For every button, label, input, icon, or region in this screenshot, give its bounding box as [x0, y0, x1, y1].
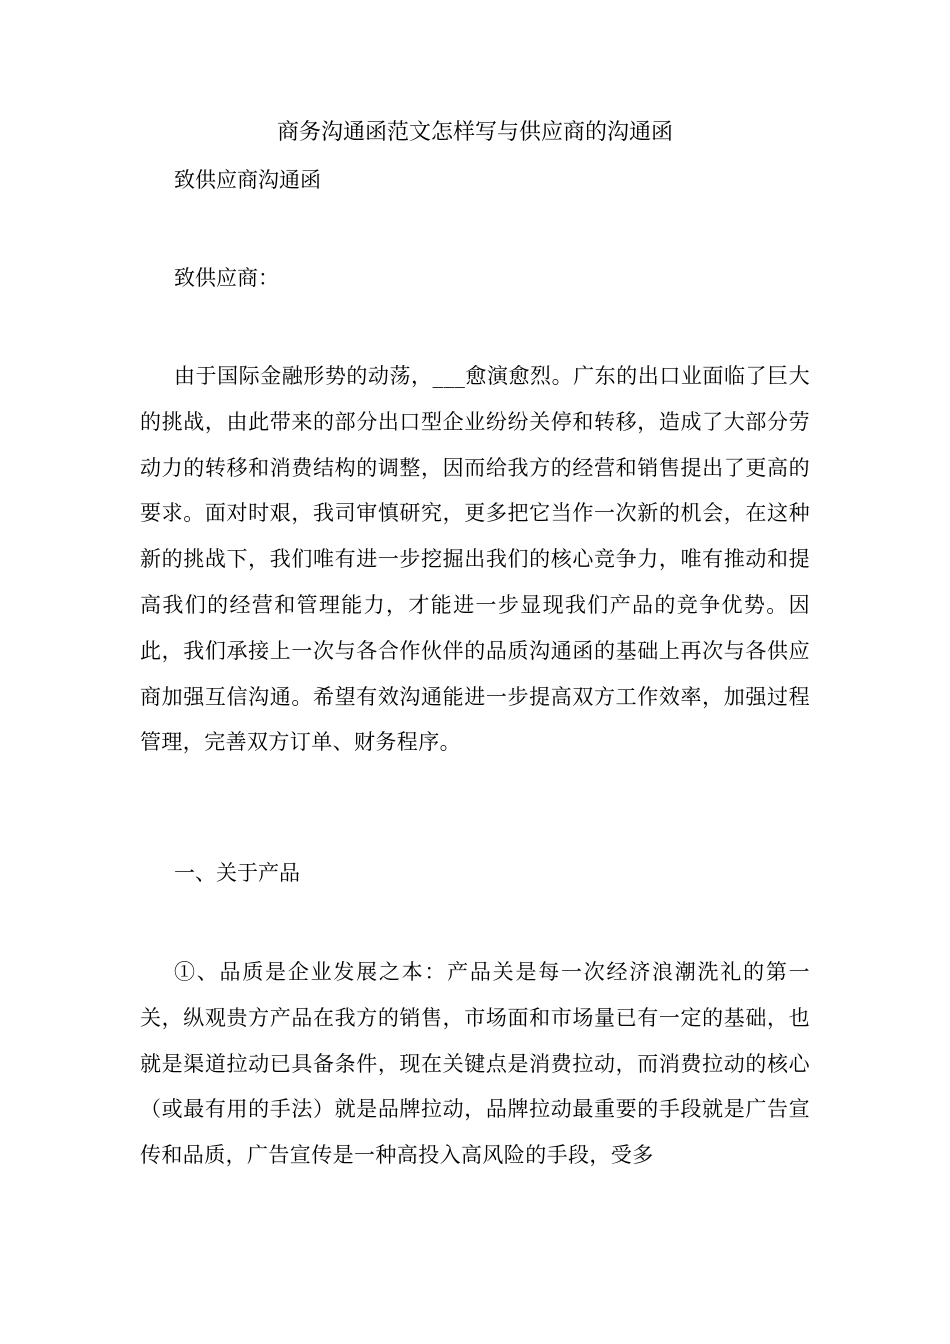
- salutation: 致供应商：: [174, 266, 279, 290]
- body-paragraph-1: 由于国际金融形势的动荡，___愈演愈烈。广东的出口业面临了巨大的挑战，由此带来的部分出口型企业纷纷关停和转移，造成了大部分劳动力的转移和消费结构的调整，因而给我方的经营和销售提出了更高的要求。面对时艰，我司审慎研究，更多把它当作一次新的机会，在这种新的挑战下，我们唯有进一步挖掘出我们的核心竞争力，唯有推动和提高我们的经营和管理能力，才能进一步显现我们产品的竞争优势。因此，我们承接上一次与各合作伙伴的品质沟通函的基础上再次与各供应商加强互信沟通。希望有效沟通能进一步提高双方工作效率，加强过程管理，完善双方订单、财务程序。: [140, 364, 810, 755]
- document-subtitle: 致供应商沟通函: [174, 168, 321, 192]
- body-paragraph-2: ①、品质是企业发展之本：产品关是每一次经济浪潮洗礼的第一关，纵观贵方产品在我方的销售，市场面和市场量已有一定的基础，也就是渠道拉动已具备条件，现在关键点是消费拉动，而消费拉动的核心（或最有用的手法）就是品牌拉动，品牌拉动最重要的手段就是广告宣传和品质，广告宣传是一种高投入高风险的手段，受多: [140, 960, 810, 1168]
- section-heading-products: 一、关于产品: [174, 861, 300, 885]
- document-title: 商务沟通函范文怎样写与供应商的沟通函: [276, 120, 673, 145]
